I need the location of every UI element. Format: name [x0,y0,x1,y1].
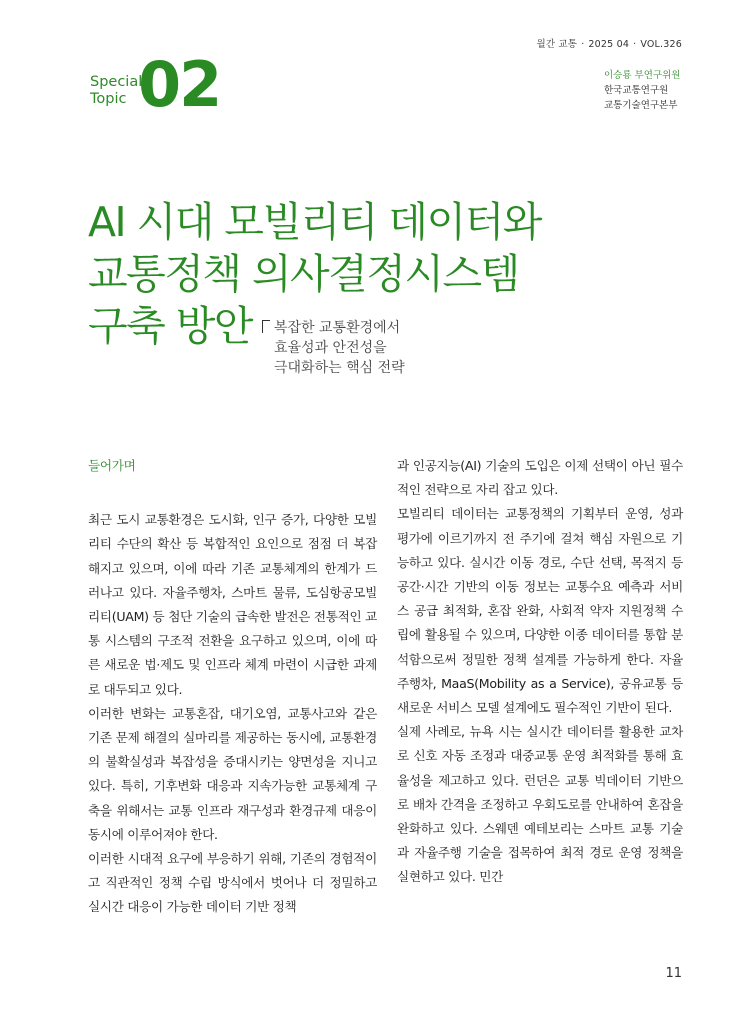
masthead: 월간 교통 · 2025 04 · VOL.326 [536,39,682,50]
paragraph: 과 인공지능(AI) 기술의 도입은 이제 선택이 아닌 필수적인 전략으로 자리 잡고 있다. [397,458,683,498]
article-subtitle [262,318,405,378]
author-block [604,68,682,113]
paragraph: 이러한 시대적 요구에 부응하기 위해, 기존의 경험적이고 직관적인 정책 수립 방식에서 벗어나 더 정밀하고 실시간 대응이 가능한 데이터 기반 정책 [88,851,377,915]
paragraph: 최근 도시 교통환경은 도시화, 인구 증가, 다양한 모빌리티 수단의 확산 등 복합적인 요인으로 점점 더 복잡해지고 있으며, 이에 따라 기존 교통체계의 한계가 드러나고 있다. 자율주행차, 스마트 물류, 도심항공모빌리티(UAM) 등 첨단 기술의 급속한 발전은 전통적인 교통 시스템의 구조적 전환을 요구하고 있으며, 이에 따른 새로운 법·제도 및 인프라 체계 마련이 시급한 과제로 대두되고 있다. [88,512,377,697]
paragraph: 실제 사례로, 뉴욕 시는 실시간 데이터를 활용한 교차로 신호 자동 조정과 대중교통 운영 최적화를 통해 효율성을 제고하고 있다. 런던은 교통 빅데이터 기반으로 배차 간격을 조정하고 우회도로를 안내하여 혼잡을 완화하고 있다. 스웨덴 예테보리는 스마트 교통 기술과 자율주행 기술을 접목하여 최적 경로 운영 정책을 실현하고 있다. 민간 [397,724,683,885]
subtitle-line-2: 효율성과 안전성을 [274,340,387,356]
title-line-1: AI 시대 모빌리티 데이터와 [88,198,541,246]
subtitle-bracket [262,320,270,333]
section-heading: 들어가며 [88,458,136,473]
author-org: 한국교통연구원 [604,85,669,96]
magazine-name: 월간 교통 [536,39,578,50]
special-label-line1: Special [90,74,143,90]
subtitle-line-1: 복잡한 교통환경에서 [274,320,401,336]
body-column-right [397,454,683,890]
subtitle-line-3: 극대화하는 핵심 전략 [274,360,405,376]
page-number: 11 [665,966,682,981]
special-label-line2: Topic [90,91,127,107]
topic-number: 02 [138,48,221,121]
title-line-3: 구축 방안 [88,302,252,350]
author-name: 이승룡 부연구위원 [604,70,681,81]
paragraph: 이러한 변화는 교통혼잡, 대기오염, 교통사고와 같은 기존 문제 해결의 실마리를 제공하는 동시에, 교통환경의 불확실성과 복잡성을 증대시키는 양면성을 지니고 있다. 특히, 기후변화 대응과 지속가능한 교통체계 구축을 위해서는 교통 인프라 재구성과 환경규제 대응이 동시에 이루어져야 한다. [88,705,377,842]
body-column-left [88,454,377,920]
volume-number: VOL.326 [640,39,682,50]
paragraph: 모빌리티 데이터는 교통정책의 기획부터 운영, 성과 평가에 이르기까지 전 주기에 걸쳐 핵심 자원으로 기능하고 있다. 실시간 이동 경로, 수단 선택, 목적지 등 공간·시간 기반의 이동 정보는 교통수요 예측과 서비스 공급 최적화, 혼잡 완화, 사회적 약자 지원정책 수립에 활용될 수 있으며, 다양한 이종 데이터를 통합 분석함으로써 정밀한 정책 설계를 가능하게 한다. 자율주행차, MaaS(Mobility as a Service), 공유교통 등 새로운 서비스 모델 설계에도 필수적인 기반이 된다. [397,506,683,716]
title-line-2: 교통정책 의사결정시스템 [88,250,519,298]
special-topic-label [90,74,142,108]
author-division: 교통기술연구본부 [604,100,678,111]
issue-date: 2025 04 [588,39,630,50]
